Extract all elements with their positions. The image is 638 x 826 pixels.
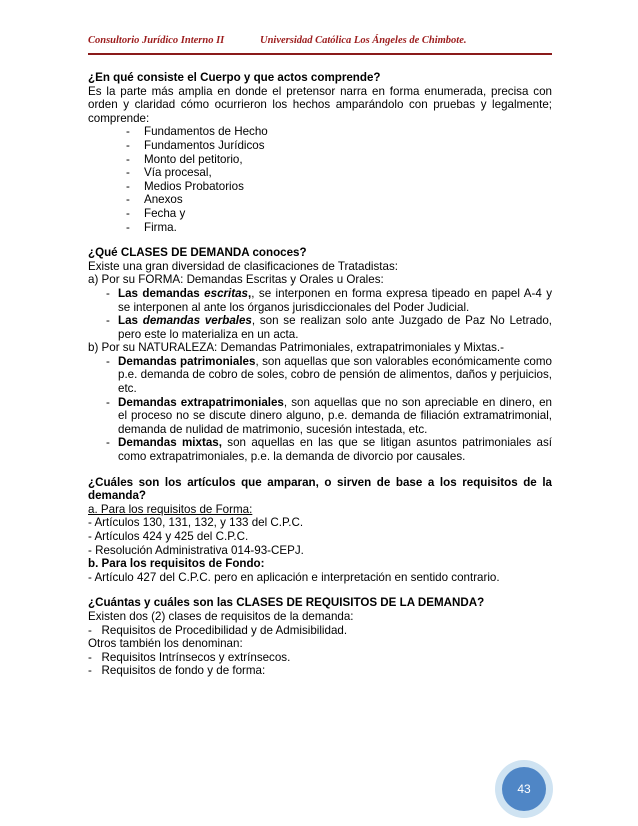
question-classes: ¿Qué CLASES DE DEMANDA conoces?: [88, 246, 307, 260]
classes-nature-line: b) Por su NATURALEZA: Demandas Patrimoniales, extrapatrimoniales y Mixtas.-: [88, 341, 505, 355]
item-emphasis: demandas verbales: [142, 314, 252, 328]
nature-items-list: [88, 355, 552, 464]
item-lead: Las: [118, 314, 143, 328]
item-text: , son aquellas que no son apreciable en dinero, en el proceso no se discute dinero alguno, p.e. demanda de filiación extramatrimonial, demanda de nulidad de matrimonio, sucesión intestada, etc.: [118, 395, 552, 436]
item-lead: Demandas extrapatrimoniales: [118, 395, 284, 409]
item-lead: Las demandas: [118, 286, 205, 300]
page-header: [88, 35, 552, 51]
list-item: [102, 436, 552, 463]
article-line: - Resolución Administrativa 014-93-CEPJ.: [88, 543, 304, 557]
list-item: [102, 314, 552, 341]
list-item: - Monto del petitorio,: [124, 153, 552, 167]
requirements-intro: Existen dos (2) clases de requisitos de la demanda:: [88, 609, 354, 623]
body-items-list: [88, 125, 552, 234]
form-items-list: [88, 287, 552, 341]
question-requirement-classes: ¿Cuántas y cuáles son las CLASES DE REQUISITOS DE LA DEMANDA?: [88, 596, 485, 610]
item-text: , son se realizan solo ante Juzgado de Paz No Letrado, pero este lo materializa en un acta.: [118, 314, 553, 341]
list-item: - Vía procesal,: [124, 166, 552, 180]
header-course: Consultorio Jurídico Interno II: [88, 35, 225, 46]
article-line: - Artículo 427 del C.P.C. pero en aplicación e interpretación en sentido contrario.: [88, 570, 500, 584]
form-requirements-heading: a. Para los requisitos de Forma:: [88, 502, 253, 516]
article-line: - Artículos 424 y 425 del C.P.C.: [88, 530, 249, 543]
question-articles: ¿Cuáles son los artículos que amparan, o sirven de base a los requisitos de la demanda?: [88, 475, 552, 503]
page-content: [88, 71, 552, 678]
list-item: - Fundamentos de Hecho: [124, 125, 552, 139]
list-item: - Fundamentos Jurídicos: [124, 139, 552, 153]
list-item: - Las demandas escritas,, se interponen en forma expresa tipeado en papel A-4 y se interponen al ante los órganos jurisdiccionales del Poder Judicial.: [102, 287, 552, 314]
article-line: - Artículos 130, 131, 132, y 133 del C.P.C.: [88, 516, 304, 530]
item-text: , se interponen en forma expresa tipeado en papel A-4 y se interponen al ante los órganos jurisdiccionales del Poder Judicial.: [118, 286, 552, 314]
classes-intro: Existe una gran diversidad de clasificaciones de Tratadistas:: [88, 259, 398, 273]
header-university: Universidad Católica Los Ángeles de Chimbote.: [260, 35, 467, 46]
list-item: - Fecha y: [124, 207, 552, 221]
body-intro: Es la parte más amplia en donde el pretensor narra en forma enumerada, precisa con orden y claridad cómo ocurrieron los hechos amparándolo con pruebas y legalmente; comprende:: [88, 84, 552, 125]
classes-form-line: a) Por su FORMA: Demandas Escritas y Orales u Orales:: [88, 273, 384, 287]
page-number: 43: [502, 767, 546, 811]
list-item: - Medios Probatorios: [124, 180, 552, 194]
requirements-other: Otros también los denominan:: [88, 637, 243, 651]
item-text: son aquellas en las que se litigan asuntos patrimoniales así como extrapatrimoniales, p.e. la demanda de divorcio por causales.: [118, 436, 552, 464]
item-lead: Demandas mixtas,: [118, 436, 222, 450]
requirement-line: - Requisitos de Procedibilidad y de Admisibilidad.: [88, 623, 348, 637]
list-item: - Anexos: [124, 193, 552, 207]
requirement-line: - Requisitos de fondo y de forma:: [88, 664, 266, 678]
page-number-badge: [495, 760, 553, 818]
header-divider: [88, 53, 552, 55]
question-body: ¿En qué consiste el Cuerpo y que actos comprende?: [88, 71, 381, 84]
item-lead: Demandas patrimoniales: [118, 354, 256, 368]
item-emphasis: escritas: [204, 286, 249, 300]
item-text: , son aquellas que son valorables económicamente como p.e. demanda de cobro de soles, cobro de pensión de alimentos, daños y perjuicios, etc.: [118, 354, 552, 396]
requirement-line: - Requisitos Intrínsecos y extrínsecos.: [88, 650, 291, 664]
substance-requirements-heading: b. Para los requisitos de Fondo:: [88, 557, 265, 571]
list-item: [102, 396, 552, 437]
list-item: [102, 355, 552, 396]
list-item: - Firma.: [124, 221, 552, 235]
